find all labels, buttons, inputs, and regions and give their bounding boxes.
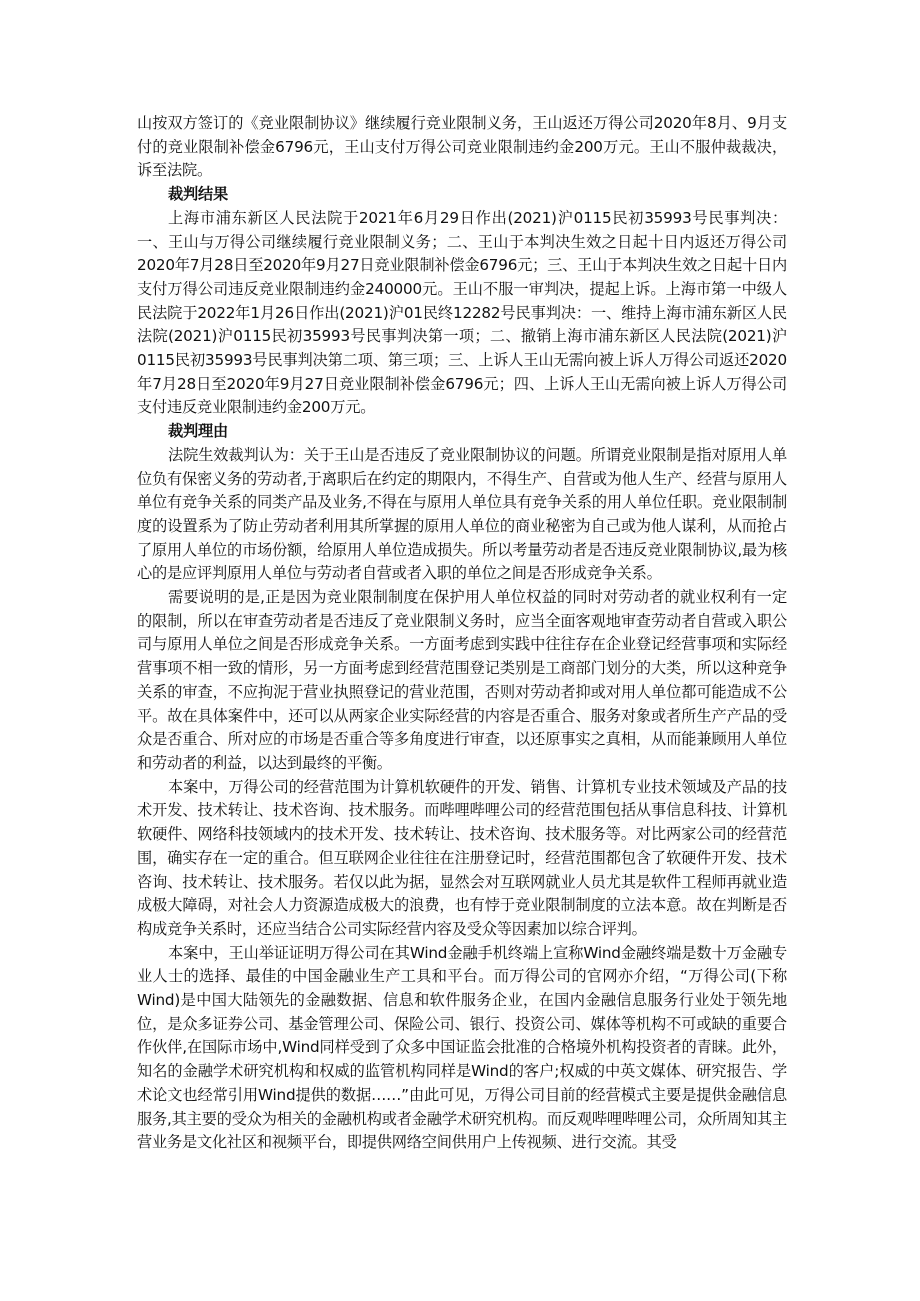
document-page <box>137 112 787 1155</box>
reason-paragraph-2: 需要说明的是,正是因为竞业限制制度在保护用人单位权益的同时对劳动者的就业权利有一定的限制，所以在审查劳动者是否违反了竞业限制义务时，应当全面客观地审查劳动者自营或入职公司与原用人单位之间是否形成竞争关系。一方面考虑到实践中往往存在企业登记经营事项和实际经营事项不相一致的情形，另一方面考虑到经营范围登记类别是工商部门划分的大类，所以这种竞争关系的审查，不应拘泥于营业执照登记的营业范围，否则对劳动者抑或对用人单位都可能造成不公平。故在具体案件中，还可以从两家企业实际经营的内容是否重合、服务对象或者所生产产品的受众是否重合、所对应的市场是否重合等多角度进行审查，以还原事实之真相，从而能兼顾用人单位和劳动者的利益，以达到最终的平衡。 <box>137 588 787 772</box>
section-heading-reason: 裁判理由 <box>168 422 228 441</box>
reason-paragraph-3: 本案中，万得公司的经营范围为计算机软硬件的开发、销售、计算机专业技术领域及产品的技术开发、技术转让、技术咨询、技术服务。而哔哩哔哩公司的经营范围包括从事信息科技、计算机软硬件、网络科技领域内的技术开发、技术转让、技术咨询、技术服务等。对比两家公司的经营范围，确实存在一定的重合。但互联网企业往往在注册登记时，经营范围都包含了软硬件开发、技术咨询、技术转让、技术服务。若仅以此为据，显然会对互联网就业人员尤其是软件工程师再就业造成极大障碍，对社会人力资源造成极大的浪费，也有悖于竞业限制制度的立法本意。故在判断是否构成竞争关系时，还应当结合公司实际经营内容及受众等因素加以综合评判。 <box>137 777 787 938</box>
reason-paragraph-4: 本案中，王山举证证明万得公司在其Wind金融手机终端上宣称Wind金融终端是数十万金融专业人士的选择、最佳的中国金融业生产工具和平台。而万得公司的官网亦介绍，“万得公司(下称Wind)是中国大陆领先的金融数据、信息和软件服务企业，在国内金融信息服务行业处于领先地位，是众多证券公司、基金管理公司、保险公司、银行、投资公司、媒体等机构不可或缺的重要合作伙伴,在国际市场中,Wind同样受到了众多中国证监会批准的合格境外机构投资者的青睐。此外，知名的金融学术研究机构和权威的监管机构同样是Wind的客户;权威的中英文媒体、研究报告、学术论文也经常引用Wind提供的数据……”由此可见，万得公司目前的经营模式主要是提供金融信息服务,其主要的受众为相关的金融机构或者金融学术研究机构。而反观哔哩哔哩公司，众所周知其主营业务是文化社区和视频平台，即提供网络空间供用户上传视频、进行交流。其受 <box>137 943 787 1152</box>
result-paragraph: 上海市浦东新区人民法院于2021年6月29日作出(2021)沪0115民初35993号民事判决：一、王山与万得公司继续履行竞业限制义务；二、王山于本判决生效之日起十日内返还万得公司2020年7月28日至2020年9月27日竞业限制补偿金6796元；三、王山于本判决生效之日起十日内支付万得公司违反竞业限制违约金240000元。王山不服一审判决，提起上诉。上海市第一中级人民法院于2022年1月26日作出(2021)沪01民终12282号民事判决：一、维持上海市浦东新区人民法院(2021)沪0115民初35993号民事判决第一项；二、撤销上海市浦东新区人民法院(2021)沪0115民初35993号民事判决第二项、第三项；三、上诉人王山无需向被上诉人万得公司返还2020年7月28日至2020年9月27日竞业限制补偿金6796元；四、上诉人王山无需向被上诉人万得公司支付违反竞业限制违约金200万元。 <box>137 208 787 417</box>
intro-paragraph: 山按双方签订的《竞业限制协议》继续履行竞业限制义务，王山返还万得公司2020年8月、9月支付的竞业限制补偿金6796元，王山支付万得公司竞业限制违约金200万元。王山不服仲裁裁决，诉至法院。 <box>137 114 787 180</box>
section-heading-result: 裁判结果 <box>168 185 228 204</box>
reason-paragraph-1: 法院生效裁判认为：关于王山是否违反了竞业限制协议的问题。所谓竞业限制是指对原用人单位负有保密义务的劳动者,于离职后在约定的期限内，不得生产、自营或为他人生产、经营与原用人单位有竞争关系的同类产品及业务,不得在与原用人单位具有竞争关系的用人单位任职。竞业限制制度的设置系为了防止劳动者利用其所掌握的原用人单位的商业秘密为自己或为他人谋利，从而抢占了原用人单位的市场份额，给原用人单位造成损失。所以考量劳动者是否违反竞业限制协议,最为核心的是应评判原用人单位与劳动者自营或者入职的单位之间是否形成竞争关系。 <box>137 445 787 583</box>
